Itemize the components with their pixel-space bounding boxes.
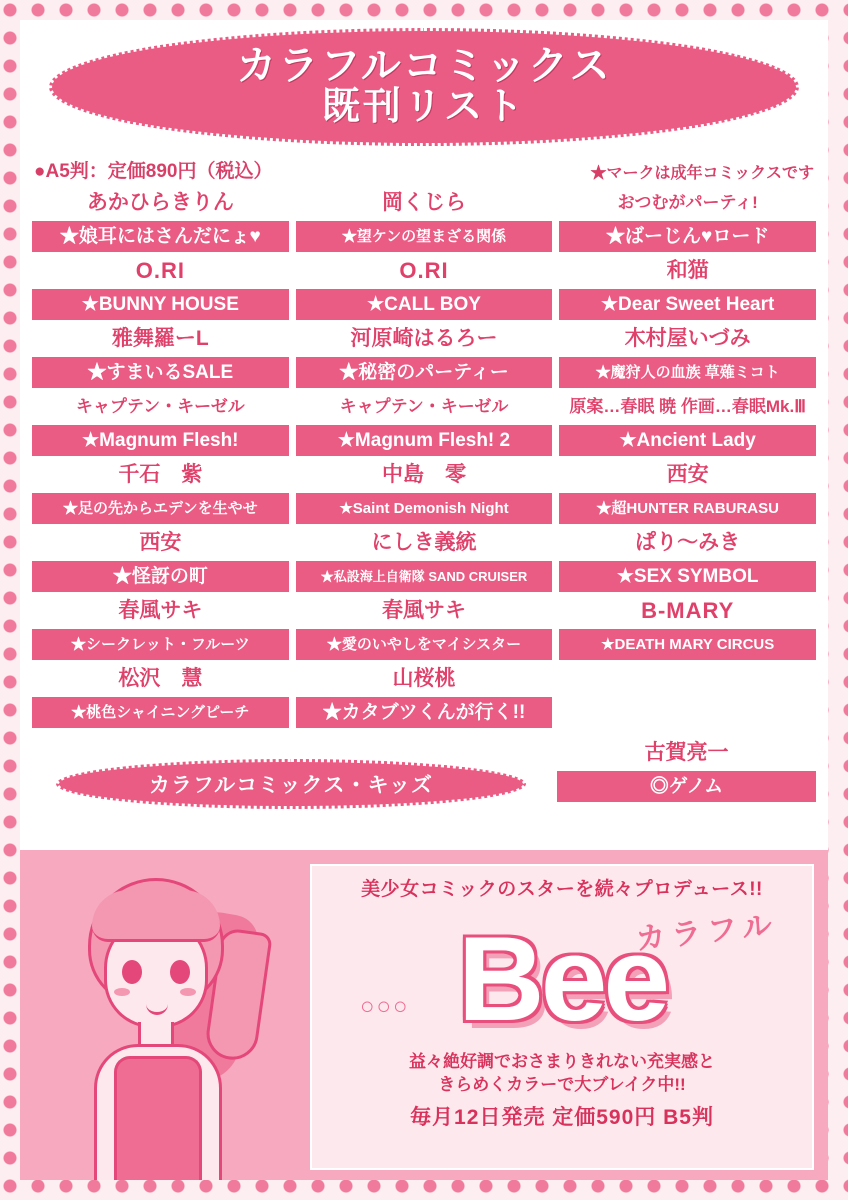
ad-headline: 美少女コミックのスターを続々プロデュース!! (361, 879, 763, 900)
list-item-author: 千石 紫 (32, 459, 289, 490)
list-item-title: ★すまいるSALE (32, 357, 289, 388)
list-item-author: にしき義統 (296, 527, 553, 558)
list-item-title: ★Magnum Flesh! 2 (296, 425, 553, 456)
list-item-author: 西安 (32, 527, 289, 558)
mascot-blush-left (114, 988, 130, 996)
catalog-column-3 (559, 187, 816, 731)
advertisement-panel (310, 864, 814, 1170)
list-item-author: 春風サキ (32, 595, 289, 626)
list-item-title: ★娘耳にはさんだにょ♥ (32, 221, 289, 252)
list-item-author: あかひらきりん (32, 187, 289, 218)
list-item-title: ★Dear Sweet Heart (559, 289, 816, 320)
list-item-author: ぱり〜みき (559, 527, 816, 558)
lower-row (20, 731, 828, 809)
catalog-column-4 (557, 737, 816, 805)
list-item-author: B-MARY (559, 595, 816, 626)
mascot-blush-right (180, 988, 196, 996)
list-item-title: ★愛のいやしをマイシスター (296, 629, 553, 660)
mascot-illustration (46, 860, 296, 1180)
list-item-empty (559, 663, 816, 694)
mascot-bangs (92, 890, 220, 942)
list-item-title: ★桃色シャイニングピーチ (32, 697, 289, 728)
kids-banner: カラフルコミックス・キッズ (56, 759, 526, 809)
catalog-columns (20, 187, 828, 731)
list-item-author: 岡くじら (296, 187, 553, 218)
list-item-title: ★DEATH MARY CIRCUS (559, 629, 816, 660)
list-item-empty (559, 697, 816, 728)
mascot-top (114, 1056, 202, 1180)
list-item-title: ★CALL BOY (296, 289, 553, 320)
list-item-title: ◎ゲノム (557, 771, 816, 802)
notes-row (20, 146, 828, 187)
list-item-author: O.RI (32, 255, 289, 286)
list-item-title: ★私設海上自衛隊 SAND CRUISER (296, 561, 553, 592)
list-item-author: 和猫 (559, 255, 816, 286)
list-item-title: ★望ケンの望まざる関係 (296, 221, 553, 252)
list-item-title: ★SEX SYMBOL (559, 561, 816, 592)
kids-banner-wrap (32, 737, 550, 809)
list-item-author: 雅舞羅ーL (32, 323, 289, 354)
list-item-title: ★怪訝の町 (32, 561, 289, 592)
adult-mark-note: ★マークは成年コミックスです (590, 165, 814, 182)
list-item-title: ★Magnum Flesh! (32, 425, 289, 456)
ad-release-info: 毎月12日発売 定価590円 B5判 (410, 1105, 714, 1129)
list-item-author: 河原崎はるろー (296, 323, 553, 354)
list-item-author: キャプテン・キーゼル (32, 391, 289, 422)
header-banner (49, 28, 799, 146)
ad-copy-line2: きらめくカラーで大ブレイク中!! (438, 1074, 686, 1094)
mascot-eye-right (170, 960, 190, 984)
list-item-title: ★秘密のパーティー (296, 357, 553, 388)
price-note: ●A5判：定価890円（税込） (34, 161, 273, 182)
list-item-title: ★魔狩人の血族 草薙ミコト (559, 357, 816, 388)
catalog-column-2 (296, 187, 553, 731)
catalog-column-1 (32, 187, 289, 731)
list-item-author: 中島 零 (296, 459, 553, 490)
bee-logo (312, 901, 812, 1051)
advertisement-band (20, 850, 828, 1180)
bee-logo-katakana: カラフル (634, 908, 780, 957)
list-item-title: ★ばーじん♥ロード (559, 221, 816, 252)
header-title-line2: 既刊リスト (321, 86, 527, 129)
list-item-author: 古賀亮一 (557, 737, 816, 768)
list-item-author: 松沢 慧 (32, 663, 289, 694)
list-item-author: キャプテン・キーゼル (296, 391, 553, 422)
list-item-title: ★超HUNTER RABURASU (559, 493, 816, 524)
list-item-title: ★足の先からエデンを生やせ (32, 493, 289, 524)
page-content (20, 20, 828, 1180)
list-item-title: ★Ancient Lady (559, 425, 816, 456)
list-item-title: ★Saint Demonish Night (296, 493, 553, 524)
list-item-author: 木村屋いづみ (559, 323, 816, 354)
list-item-author: 原案…春眠 暁 作画…春眠Mk.Ⅲ (559, 391, 816, 422)
list-item-author: 西安 (559, 459, 816, 490)
header-title-line1: カラフルコミックス (236, 44, 612, 89)
list-item-author: 春風サキ (296, 595, 553, 626)
list-item-author: おつむがパーティ! (559, 187, 816, 218)
bee-logo-dots: ○○○ (360, 993, 410, 1020)
ad-copy-line1: 益々絶好調でおさまりきれない充実感と (409, 1052, 715, 1071)
bee-logo-text: Bee (457, 912, 667, 1046)
list-item-title: ★シークレット・フルーツ (32, 629, 289, 660)
list-item-author: 山桜桃 (296, 663, 553, 694)
mascot-eye-left (122, 960, 142, 984)
list-item-author: O.RI (296, 255, 553, 286)
list-item-title: ★BUNNY HOUSE (32, 289, 289, 320)
list-item-title: ★カタブツくんが行く!! (296, 697, 553, 728)
